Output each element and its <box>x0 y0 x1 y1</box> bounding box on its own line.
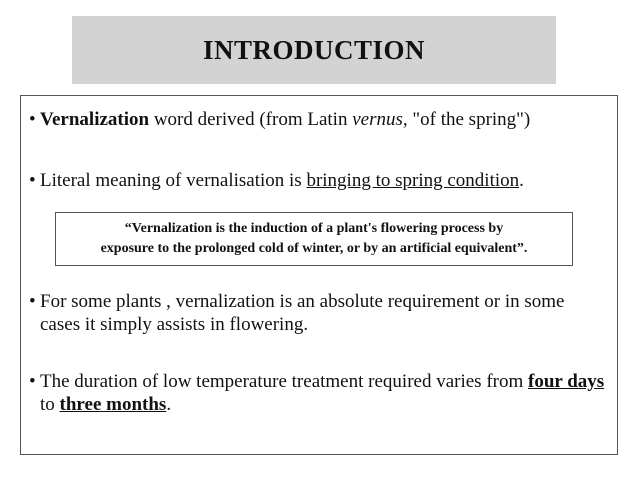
title-banner <box>72 16 556 84</box>
bullet-marker: • <box>29 291 36 312</box>
bullet-text <box>29 370 609 416</box>
spring-condition-phrase: bringing to spring condition <box>306 170 520 191</box>
page-title: INTRODUCTION <box>202 34 426 65</box>
duration-from-value: four days <box>528 371 605 392</box>
definition-line-2: exposure to the prolonged cold of winter, or by an artificial equivalent”. <box>100 241 528 256</box>
duration-end: . <box>166 394 172 415</box>
vernalization-term: Vernalization <box>40 109 150 130</box>
definition-line-1: “Vernalization is the induction of a plant's flowering process by <box>124 221 504 236</box>
content-panel <box>20 95 618 455</box>
bullet-marker: • <box>29 109 36 130</box>
etymology-end: , "of the spring") <box>402 109 531 130</box>
literal-meaning-end: . <box>519 170 524 191</box>
literal-meaning-text: Literal meaning of vernalisation is <box>40 170 307 191</box>
bullet-literal-meaning <box>29 169 609 192</box>
bullet-text <box>29 108 609 131</box>
etymology-text: word derived (from Latin <box>149 109 353 130</box>
latin-word: vernus <box>352 109 403 130</box>
bullet-requirement <box>29 290 609 336</box>
bullet-etymology <box>29 108 609 131</box>
bullet-duration <box>29 370 609 416</box>
definition-quote-box <box>55 212 573 266</box>
duration-to-word: to <box>40 394 60 415</box>
duration-to-value: three months <box>59 394 167 415</box>
bullet-text <box>29 169 609 192</box>
bullet-marker: • <box>29 170 36 191</box>
duration-text: The duration of low temperature treatment required varies from <box>40 371 528 392</box>
bullet-marker: • <box>29 371 36 392</box>
bullet-text: For some plants , vernalization is an absolute requirement or in some cases it simply assists in flowering. <box>40 291 565 335</box>
